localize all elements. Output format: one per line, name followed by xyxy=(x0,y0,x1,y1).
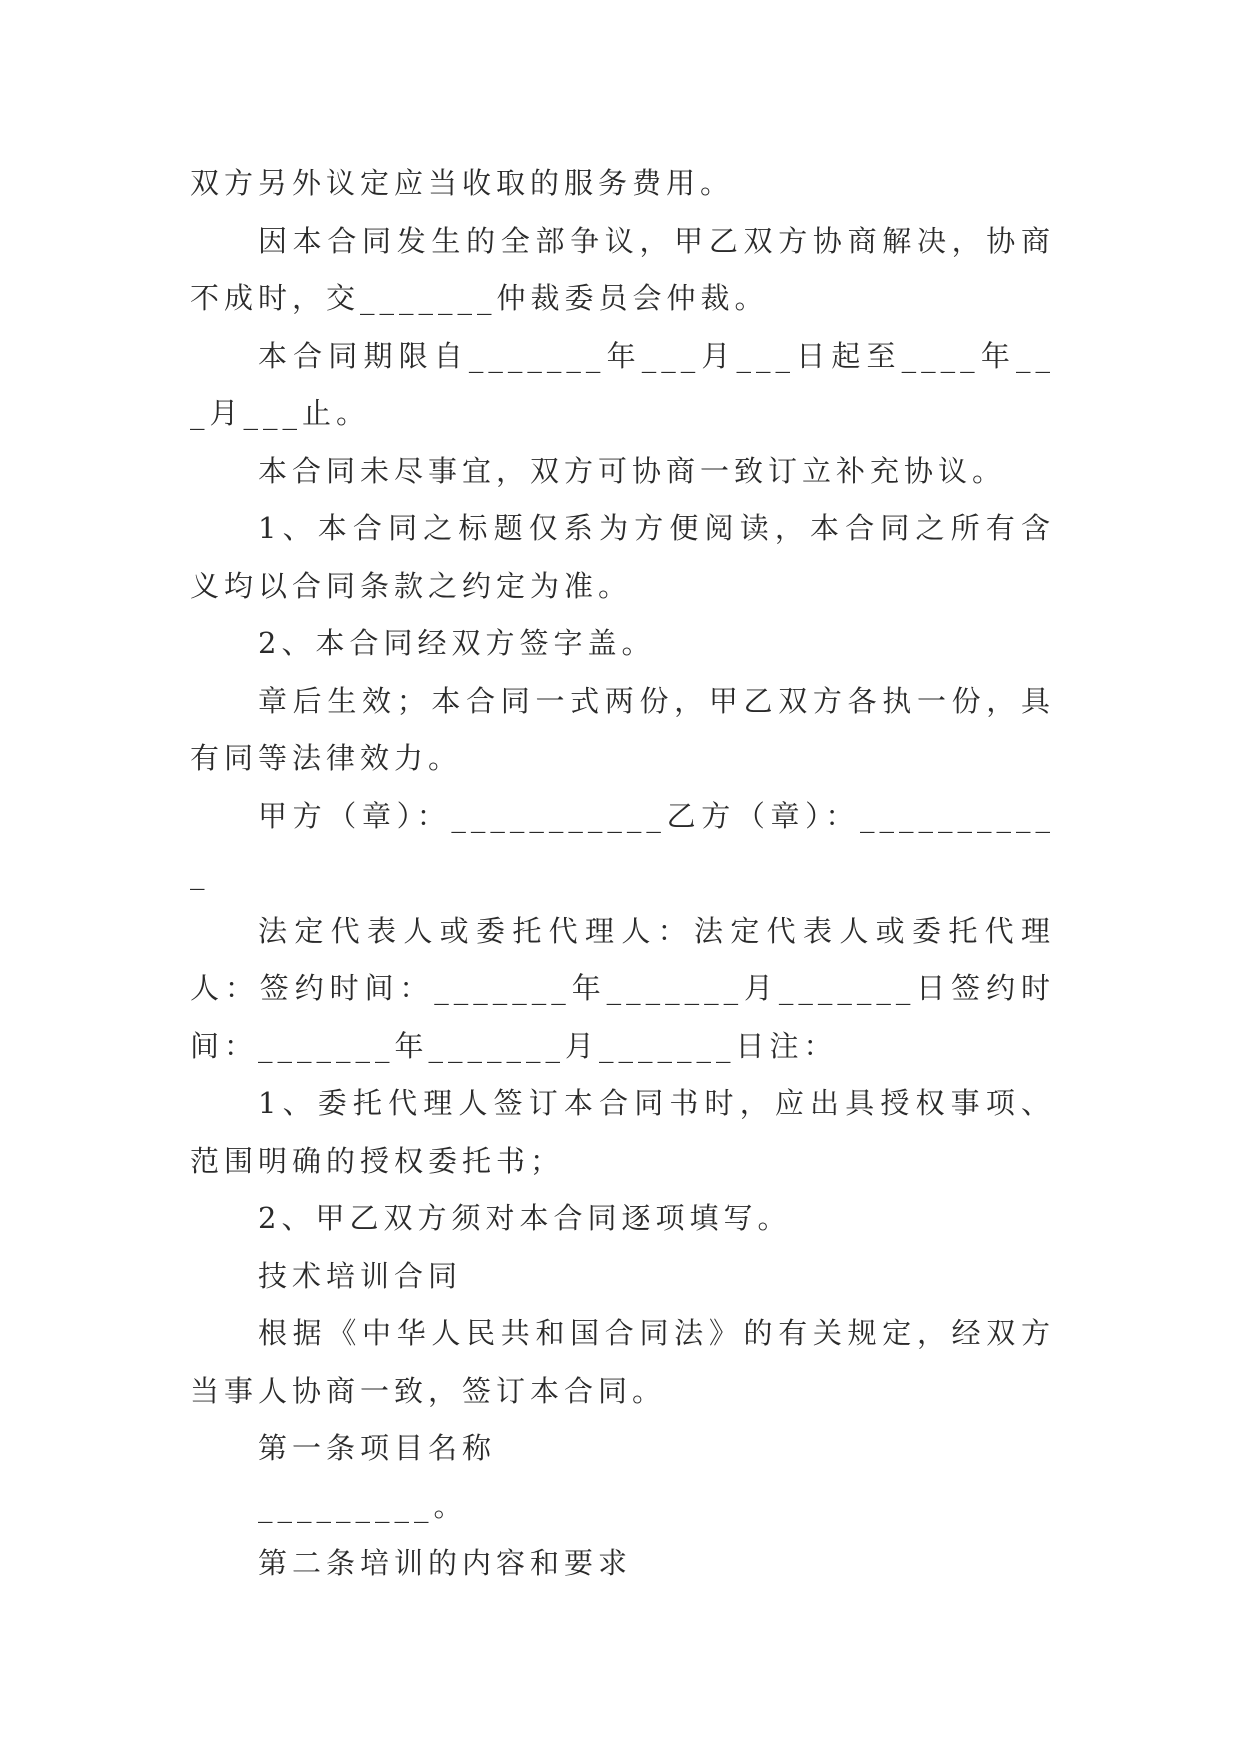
paragraph: 因本合同发生的全部争议，甲乙双方协商解决，协商不成时，交_______仲裁委员会仲裁。 xyxy=(190,223,1055,315)
paragraph: 法定代表人或委托代理人：法定代表人或委托代理人：签约时间：_______年_______月_______日签约时间：_______年_______月_______日注： xyxy=(190,913,1055,1063)
paragraph: 本合同期限自_______年___月___日起至____年___月___止。 xyxy=(190,338,1055,430)
paragraph: 根据《中华人民共和国合同法》的有关规定，经双方当事人协商一致，签订本合同。 xyxy=(190,1316,1055,1408)
article-heading: 第一条项目名称 xyxy=(258,1431,497,1465)
document-body xyxy=(190,155,1055,1593)
paragraph: 1、委托代理人签订本合同书时，应出具授权事项、范围明确的授权委托书； xyxy=(190,1086,1055,1178)
paragraph: 双方另外议定应当收取的服务费用。 xyxy=(190,166,735,200)
section-title: 技术培训合同 xyxy=(258,1258,463,1293)
paragraph: 章后生效；本合同一式两份，甲乙双方各执一份，具有同等法律效力。 xyxy=(190,683,1055,775)
paragraph: 本合同未尽事宜，双方可协商一致订立补充协议。 xyxy=(258,453,1007,488)
paragraph: 2、本合同经双方签字盖。 xyxy=(258,626,656,660)
blank-field: _________。 xyxy=(258,1488,468,1523)
article-heading: 第二条培训的内容和要求 xyxy=(258,1546,633,1580)
signature-line: 甲方（章）：___________乙方（章）：___________ xyxy=(190,798,1055,890)
paragraph: 1、本合同之标题仅系为方便阅读，本合同之所有含义均以合同条款之约定为准。 xyxy=(190,511,1055,603)
paragraph: 2、甲乙双方须对本合同逐项填写。 xyxy=(258,1201,792,1235)
